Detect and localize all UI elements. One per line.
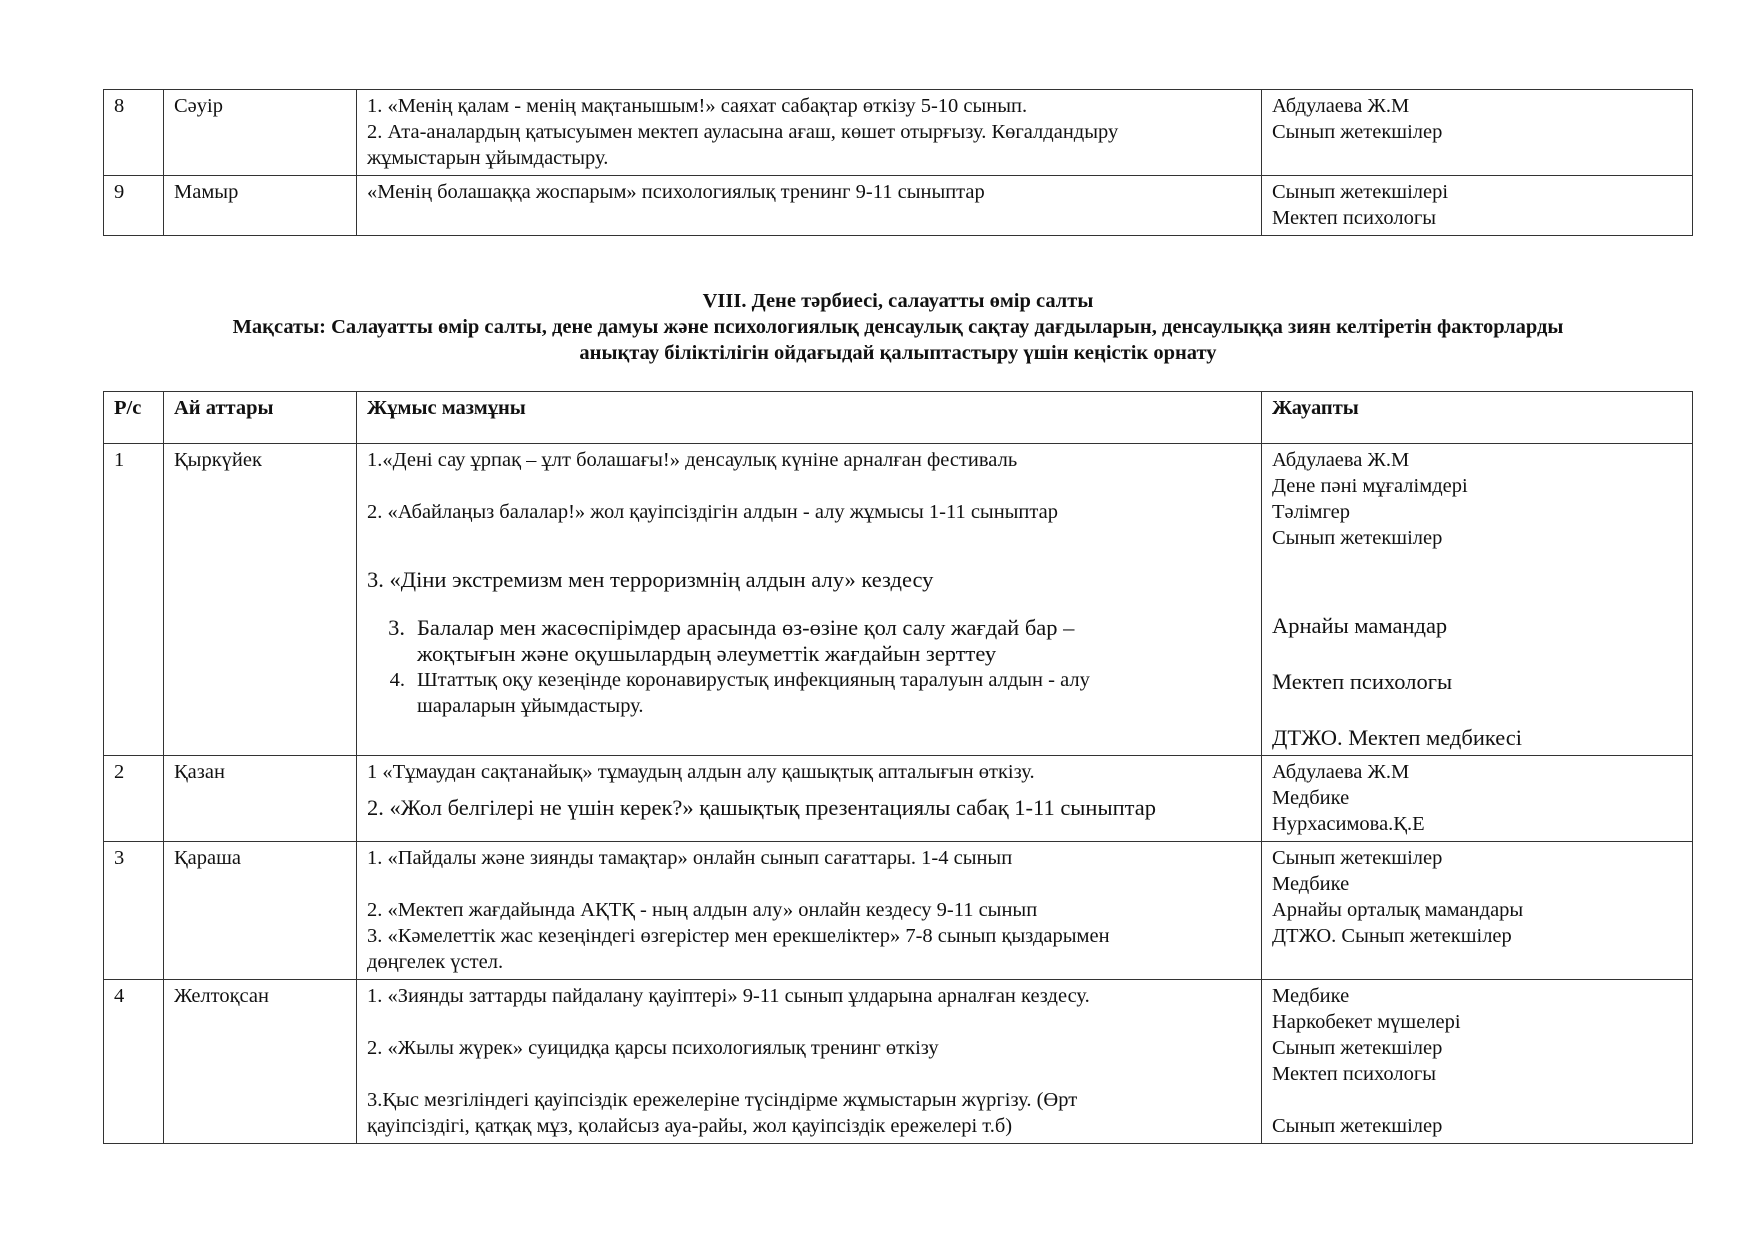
responsible-line: Дене пәні мұғалімдері bbox=[1272, 475, 1468, 497]
table-row bbox=[104, 444, 1693, 756]
responsible-cell bbox=[1262, 756, 1693, 842]
content-line: 1. «Пайдалы және зиянды тамақтар» онлайн сынып сағаттары. 1-4 сынып bbox=[367, 847, 1013, 869]
numbered-item bbox=[367, 667, 1251, 719]
responsible-line: Арнайы орталық мамандары bbox=[1272, 899, 1524, 921]
row-number: 1 bbox=[104, 444, 164, 756]
responsible-line: Сынып жетекшілер bbox=[1272, 121, 1443, 143]
content-line: 2. «Жол белгілері не үшін керек?» қашықтық презентациялы сабақ 1-11 сыныптар bbox=[367, 795, 1156, 820]
responsible-line: Абдулаева Ж.М bbox=[1272, 761, 1410, 783]
responsible-line: Медбике bbox=[1272, 985, 1350, 1007]
item-number: 3. bbox=[388, 615, 405, 640]
content-line: 3. «Діни экстремизм мен терроризмнің алдын алу» кездесу bbox=[367, 567, 934, 592]
content-line: «Менің болашаққа жоспарым» психологиялық тренинг 9-11 сыныптар bbox=[367, 181, 985, 203]
numbered-item bbox=[367, 615, 1251, 667]
responsible-cell bbox=[1262, 842, 1693, 980]
responsible-line: Абдулаева Ж.М bbox=[1272, 95, 1410, 117]
row-number: 4 bbox=[104, 980, 164, 1144]
header-num: Р/с bbox=[104, 392, 164, 444]
responsible-line: ДТЖО. Сынып жетекшілер bbox=[1272, 925, 1512, 947]
month-cell: Қыркүйек bbox=[164, 444, 357, 756]
responsible-line: Медбике bbox=[1272, 787, 1350, 809]
responsible-line: Сынып жетекшілері bbox=[1272, 181, 1449, 203]
responsible-line: Нурхасимова.Қ.Е bbox=[1272, 813, 1425, 835]
responsible-line: ДТЖО. Мектеп медбикесі bbox=[1272, 725, 1523, 750]
header-responsible: Жауапты bbox=[1262, 392, 1693, 444]
content-line: Балалар мен жасөспірімдер арасында өз-өзіне қол салу жағдай бар – bbox=[417, 615, 1075, 640]
month-cell: Желтоқсан bbox=[164, 980, 357, 1144]
responsible-line: Мектеп психологы bbox=[1272, 1063, 1437, 1085]
content-cell bbox=[357, 444, 1262, 756]
content-line: 2. «Мектеп жағдайында АҚТҚ - ның алдын алу» онлайн кездесу 9-11 сынып bbox=[367, 899, 1038, 921]
month-cell: Қараша bbox=[164, 842, 357, 980]
responsible-line: Наркобекет мүшелері bbox=[1272, 1011, 1461, 1033]
content-cell bbox=[357, 90, 1262, 176]
section-title: VIII. Дене тәрбиесі, салауатты өмір салты bbox=[702, 290, 1094, 312]
row-number: 3 bbox=[104, 842, 164, 980]
responsible-line: Тәлімгер bbox=[1272, 501, 1351, 523]
table-header-row bbox=[104, 392, 1693, 444]
month-cell: Мамыр bbox=[164, 176, 357, 236]
row-number: 2 bbox=[104, 756, 164, 842]
previous-section-table bbox=[103, 89, 1693, 236]
row-number: 9 bbox=[104, 176, 164, 236]
content-line: 1 «Тұмаудан сақтанайық» тұмаудың алдын алу қашықтық апталығын өткізу. bbox=[367, 761, 1035, 783]
responsible-line: Мектеп психологы bbox=[1272, 669, 1453, 694]
content-line: 3. «Кәмелеттік жас кезеңіндегі өзгерістер мен ерекшеліктер» 7-8 сынып қыздарымен bbox=[367, 925, 1110, 947]
plan-table bbox=[103, 391, 1693, 1144]
section-goal-line: анықтау біліктілігін ойдағыдай қалыптастыру үшін кеңістік орнату bbox=[579, 342, 1217, 364]
responsible-line: Сынып жетекшілер bbox=[1272, 847, 1443, 869]
content-cell bbox=[357, 176, 1262, 236]
content-line: 1. «Зиянды заттарды пайдалану қауіптері» 9-11 сынып ұлдарына арналған кездесу. bbox=[367, 985, 1090, 1007]
responsible-cell bbox=[1262, 90, 1693, 176]
content-line: жұмыстарын ұйымдастыру. bbox=[367, 147, 609, 169]
section-goal-line: Мақсаты: Салауатты өмір салты, дене дамуы және психологиялық денсаулық сақтау дағдыларын, денсаулыққа зиян келтіретін факторларды bbox=[232, 316, 1564, 338]
content-line: 2. «Жылы жүрек» суицидқа қарсы психологиялық тренинг өткізу bbox=[367, 1037, 939, 1059]
responsible-cell bbox=[1262, 444, 1693, 756]
responsible-line: Сынып жетекшілер bbox=[1272, 1115, 1443, 1137]
responsible-line: Медбике bbox=[1272, 873, 1350, 895]
responsible-line: Арнайы мамандар bbox=[1272, 613, 1448, 638]
row-number: 8 bbox=[104, 90, 164, 176]
responsible-cell bbox=[1262, 980, 1693, 1144]
content-line: 3.Қыс мезгіліндегі қауіпсіздік ережелеріне түсіндірме жұмыстарын жүргізу. (Өрт bbox=[367, 1089, 1078, 1111]
content-line: 1.«Дені сау ұрпақ – ұлт болашағы!» денсаулық күніне арналған фестиваль bbox=[367, 449, 1018, 471]
item-number: 4. bbox=[389, 669, 405, 691]
table-row bbox=[104, 90, 1693, 176]
content-cell bbox=[357, 842, 1262, 980]
month-cell: Сәуір bbox=[164, 90, 357, 176]
content-cell bbox=[357, 756, 1262, 842]
content-cell bbox=[357, 980, 1262, 1144]
responsible-line: Мектеп психологы bbox=[1272, 207, 1437, 229]
month-cell: Қазан bbox=[164, 756, 357, 842]
section-heading bbox=[103, 288, 1693, 366]
content-line: қауіпсіздігі, қатқақ мұз, қолайсыз ауа-райы, жол қауіпсіздік ережелері т.б) bbox=[367, 1115, 1013, 1137]
content-line: 2. «Абайлаңыз балалар!» жол қауіпсіздігін алдын - алу жұмысы 1-11 сыныптар bbox=[367, 501, 1058, 523]
table-row bbox=[104, 842, 1693, 980]
content-line: шараларын ұйымдастыру. bbox=[417, 695, 644, 717]
content-line: 1. «Менің қалам - менің мақтанышым!» саяхат сабақтар өткізу 5-10 сынып. bbox=[367, 95, 1028, 117]
content-line: дөңгелек үстел. bbox=[367, 951, 504, 973]
header-month: Ай аттары bbox=[164, 392, 357, 444]
content-line: Штаттық оқу кезеңінде коронавирустық инфекцияның таралуын алдын - алу bbox=[417, 669, 1090, 691]
responsible-line: Абдулаева Ж.М bbox=[1272, 449, 1410, 471]
responsible-cell bbox=[1262, 176, 1693, 236]
table-row bbox=[104, 980, 1693, 1144]
responsible-line: Сынып жетекшілер bbox=[1272, 1037, 1443, 1059]
responsible-line: Сынып жетекшілер bbox=[1272, 527, 1443, 549]
table-row bbox=[104, 176, 1693, 236]
header-content: Жұмыс мазмұны bbox=[357, 392, 1262, 444]
table-row bbox=[104, 756, 1693, 842]
content-line: жоқтығын және оқушылардың әлеуметтік жағдайын зерттеу bbox=[417, 641, 997, 666]
content-line: 2. Ата-аналардың қатысуымен мектеп ауласына ағаш, көшет отырғызу. Көгалдандыру bbox=[367, 121, 1119, 143]
